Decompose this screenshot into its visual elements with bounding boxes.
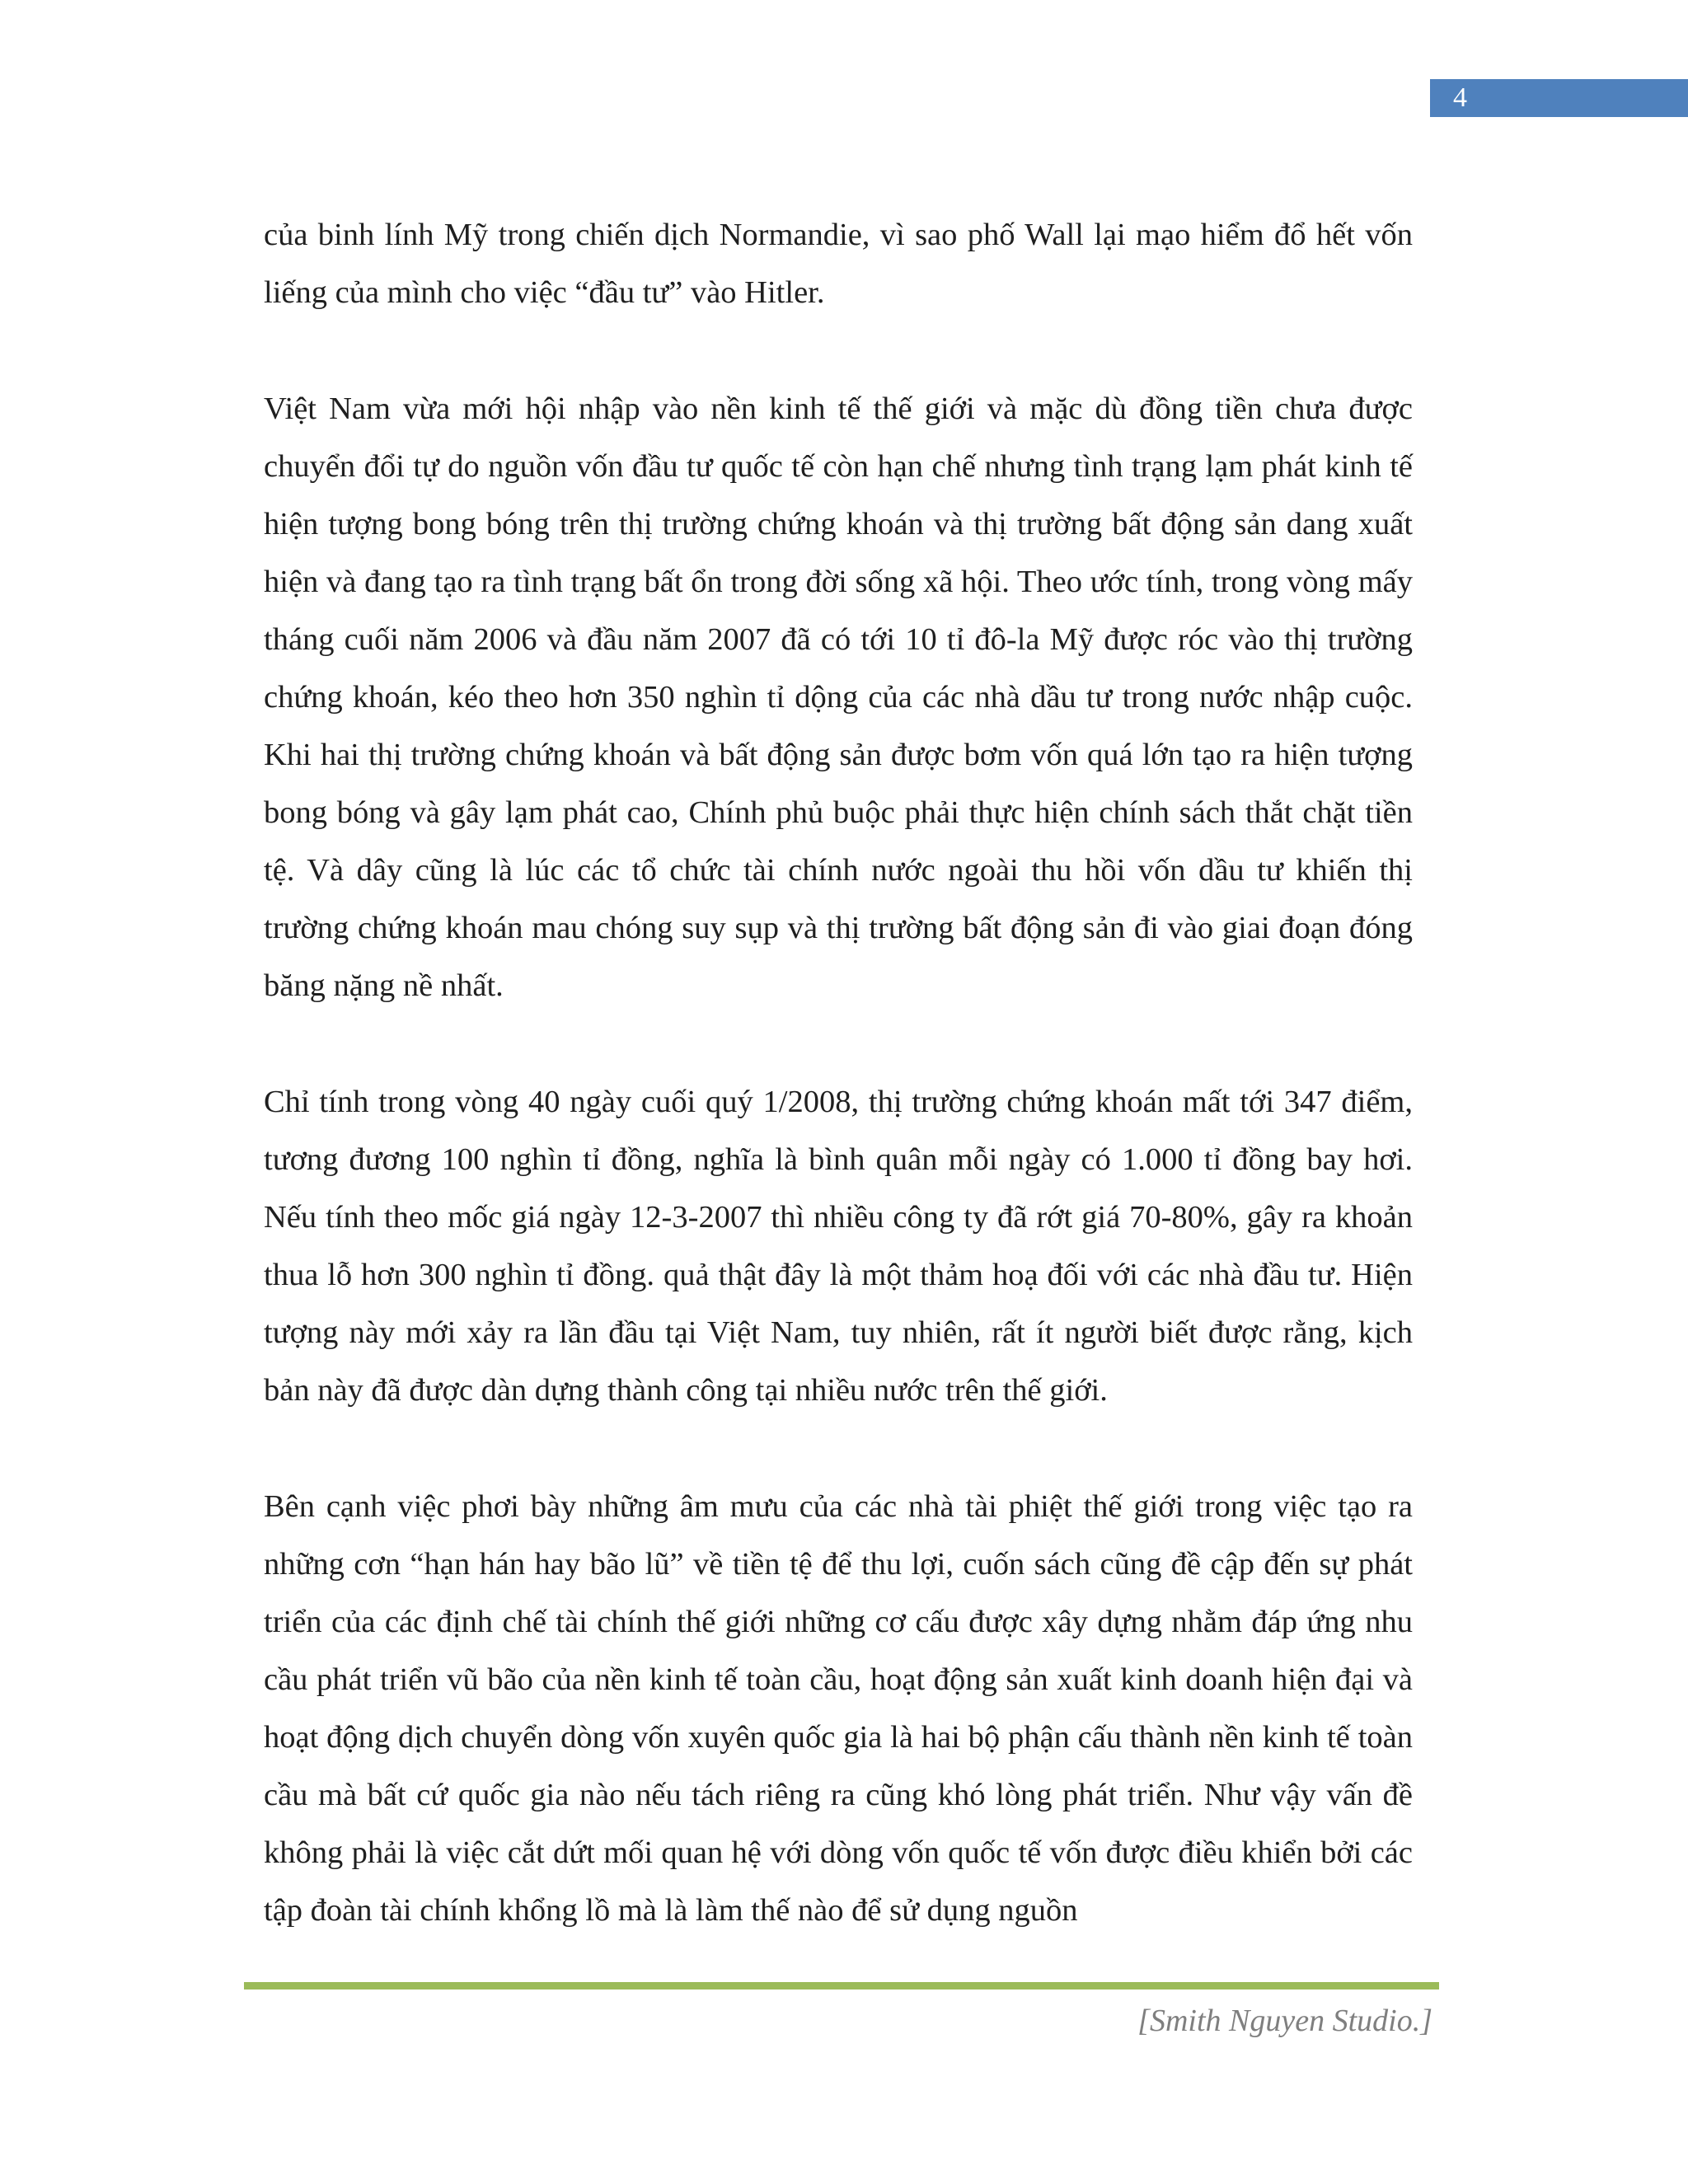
paragraph: Việt Nam vừa mới hội nhập vào nền kinh tế thế giới và mặc dù đồng tiền chưa được chuyển đổi tự do nguồn vốn đầu tư quốc tế còn hạn chế nhưng tình trạng lạm phát kinh tế hiện tượng bong bóng trên thị trường chứng khoán và thị trường bất động sản dang xuất hiện và đang tạo ra tình trạng bất ổn trong đời sống xã hội. Theo ước tính, trong vòng mấy tháng cuối năm 2006 và đầu năm 2007 đã có tới 10 tỉ đô-la Mỹ được róc vào thị trường chứng khoán, kéo theo hơn 350 nghìn tỉ dộng của các nhà dầu tư trong nước nhập cuộc. Khi hai thị trường chứng khoán và bất động sản được bơm vốn quá lớn tạo ra hiện tượng bong bóng và gây lạm phát cao, Chính phủ buộc phải thực hiện chính sách thắt chặt tiền tệ. Và dây cũng là lúc các tổ chức tài chính nước ngoài thu hồi vốn dầu tư khiến thị trường chứng khoán mau chóng suy sụp và thị trường bất động sản đi vào giai đoạn đóng băng nặng nề nhất. [264, 391, 1413, 1003]
footer-credit: [Smith Nguyen Studio.] [1137, 2004, 1432, 2038]
footer-divider [244, 1982, 1439, 1990]
paragraph: Bên cạnh việc phơi bày những âm mưu của các nhà tài phiệt thế giới trong việc tạo ra những cơn “hạn hán hay bão lũ” về tiền tệ để thu lợi, cuốn sách cũng đề cập đến sự phát triển của các định chế tài chính thế giới những cơ cấu được xây dựng nhằm đáp ứng nhu cầu phát triển vũ bão của nền kinh tế toàn cầu, hoạt động sản xuất kinh doanh hiện đại và hoạt động dịch chuyển dòng vốn xuyên quốc gia là hai bộ phận cấu thành nền kinh tế toàn cầu mà bất cứ quốc gia nào nếu tách riêng ra cũng khó lòng phát triển. Như vậy vấn đề không phải là việc cắt dứt mối quan hệ với dòng vốn quốc tế vốn được điều khiển bởi các tập đoàn tài chính khổng lồ mà là làm thế nào để sử dụng nguồn [264, 1489, 1413, 1928]
paragraph: Chỉ tính trong vòng 40 ngày cuối quý 1/2008, thị trường chứng khoán mất tới 347 điểm, tương đương 100 nghìn tỉ đồng, nghĩa là bình quân mỗi ngày có 1.000 tỉ đồng bay hơi. Nếu tính theo mốc giá ngày 12-3-2007 thì nhiều công ty đã rớt giá 70-80%, gây ra khoản thua lỗ hơn 300 nghìn tỉ đồng. quả thật đây là một thảm hoạ đối với các nhà đầu tư. Hiện tượng này mới xảy ra lần đầu tại Việt Nam, tuy nhiên, rất ít người biết được rằng, kịch bản này đã được dàn dựng thành công tại nhiều nước trên thế giới. [264, 1085, 1413, 1408]
paragraph: của binh lính Mỹ trong chiến dịch Normandie, vì sao phố Wall lại mạo hiểm đổ hết vốn liếng của mình cho việc “đầu tư” vào Hitler. [264, 218, 1413, 310]
body-text [264, 206, 1413, 1939]
page-number: 4 [1430, 79, 1688, 117]
